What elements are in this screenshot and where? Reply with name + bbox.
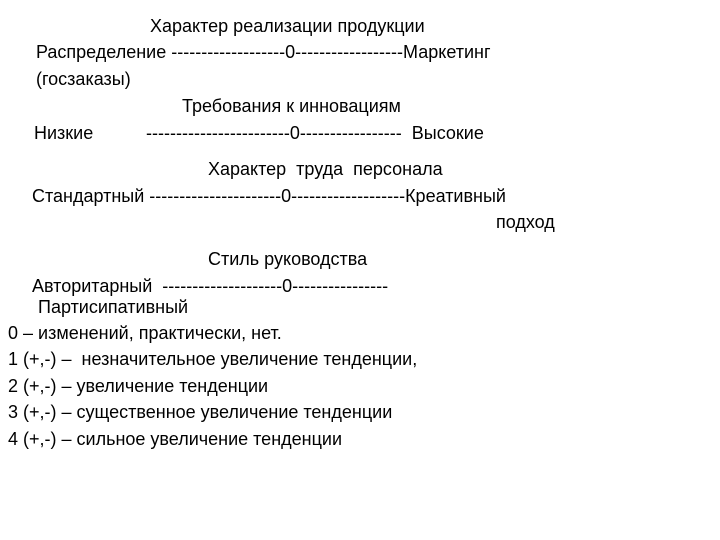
section-heading-management-style: Стиль руководства [208, 249, 368, 269]
scale-note-state-orders: (госзаказы) [36, 69, 131, 89]
legend-item-0: 0 – изменений, практически, нет. [8, 323, 282, 343]
legend-item-4: 4 (+,-) – сильное увеличение тенденции [8, 429, 343, 449]
section-heading-innovation-requirements: Требования к инновациям [182, 96, 401, 116]
legend-item-2: 2 (+,-) – увеличение тенденции [8, 376, 269, 396]
scale-line-authoritarian: Авторитарный --------------------0---------------- [32, 276, 389, 296]
scale-note-participative: Партисипативный [38, 297, 189, 317]
legend-item-1: 1 (+,-) – незначительное увеличение тенденции, [8, 349, 418, 369]
scale-line-standard-creative: Стандартный ----------------------0-------------------Креативный [32, 186, 506, 206]
scale-note-approach: подход [496, 212, 555, 232]
scale-line-low-high: ------------------------0----------------- Высокие [146, 123, 484, 143]
section-heading-staff-work: Характер труда персонала [208, 159, 443, 179]
section-heading-product-realization: Характер реализации продукции [150, 16, 425, 36]
legend-item-3: 3 (+,-) – существенное увеличение тенденции [8, 402, 393, 422]
scale-line-distribution-marketing: Распределение -------------------0------------------Маркетинг [36, 42, 491, 62]
scale-label-low: Низкие [34, 123, 94, 143]
